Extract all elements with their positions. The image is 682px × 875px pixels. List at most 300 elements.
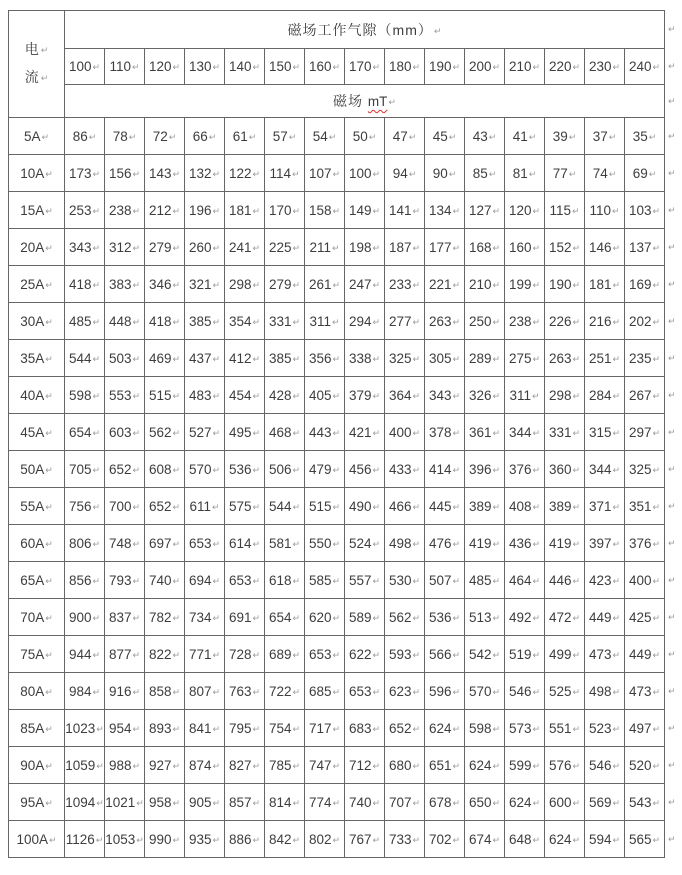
row-end-mark: ↵	[668, 611, 676, 622]
cell-end-mark: ↵	[612, 723, 621, 734]
field-value-cell	[65, 377, 105, 414]
cell-end-mark: ↵	[372, 760, 381, 771]
field-value-cell	[145, 488, 185, 525]
field-value-cell	[585, 377, 625, 414]
field-value-cell-text: 614	[228, 535, 252, 551]
current-cell	[9, 747, 65, 784]
field-value-cell	[65, 192, 105, 229]
field-value-cell-text: 905	[188, 794, 212, 810]
field-value-cell	[345, 414, 385, 451]
field-value-cell	[345, 747, 385, 784]
cell-end-mark: ↵	[528, 168, 537, 179]
field-value-cell	[105, 340, 145, 377]
cell-end-mark: ↵	[288, 131, 297, 142]
field-value-cell-text: 598	[68, 387, 92, 403]
cell-end-mark: ↵	[572, 575, 581, 586]
field-value-cell	[265, 525, 305, 562]
cell-end-mark: ↵	[45, 168, 53, 179]
cell-end-mark: ↵	[40, 45, 49, 55]
field-value-cell	[65, 747, 105, 784]
cell-end-mark: ↵	[492, 649, 501, 660]
cell-end-mark: ↵	[96, 723, 104, 734]
field-value-cell-text: 763	[228, 683, 252, 699]
field-value-cell	[545, 118, 585, 155]
cell-end-mark: ↵	[452, 686, 461, 697]
row-end-mark: ↵	[668, 833, 676, 844]
cell-end-mark: ↵	[372, 649, 381, 660]
field-value-cell-text: 593	[388, 646, 412, 662]
field-value-cell	[305, 451, 345, 488]
field-value-cell-text: 238	[108, 202, 132, 218]
field-value-cell	[185, 673, 225, 710]
cell-end-mark: ↵	[252, 797, 261, 808]
field-value-cell-text: 454	[228, 387, 252, 403]
gap-column-header-text: 100	[68, 59, 92, 74]
field-value-cell	[225, 155, 265, 192]
field-value-cell	[385, 303, 425, 340]
field-value-cell-text: 624	[508, 794, 532, 810]
cell-end-mark: ↵	[372, 279, 381, 290]
cell-end-mark: ↵	[652, 353, 661, 364]
cell-end-mark: ↵	[652, 62, 661, 72]
field-value-cell	[465, 710, 505, 747]
row-end-mark: ↵	[668, 24, 676, 34]
field-value-cell-text: 54	[312, 128, 328, 144]
field-value-cell-text: 396	[468, 461, 492, 477]
field-unit-header	[65, 85, 665, 118]
field-value-cell	[625, 673, 665, 710]
cell-end-mark: ↵	[652, 464, 661, 475]
cell-end-mark: ↵	[92, 501, 101, 512]
field-value-cell	[585, 229, 625, 266]
field-value-cell-text: 160	[508, 239, 532, 255]
current-cell	[9, 710, 65, 747]
field-value-cell	[545, 155, 585, 192]
field-value-cell	[505, 229, 545, 266]
field-value-cell-text: 289	[468, 350, 492, 366]
field-value-cell	[185, 303, 225, 340]
field-value-cell	[185, 118, 225, 155]
field-value-cell-text: 66	[192, 128, 208, 144]
cell-end-mark: ↵	[45, 723, 53, 734]
field-value-cell-text: 354	[228, 313, 252, 329]
field-value-cell-text: 225	[268, 239, 292, 255]
current-cell	[9, 155, 65, 192]
gap-column-header	[225, 49, 265, 85]
cell-end-mark: ↵	[292, 501, 301, 512]
gap-column-header-text: 130	[188, 59, 212, 74]
field-value-cell-text: 141	[388, 202, 412, 218]
field-value-cell-text: 503	[108, 350, 132, 366]
field-value-cell	[65, 414, 105, 451]
field-value-cell	[105, 599, 145, 636]
cell-end-mark: ↵	[611, 205, 620, 216]
field-value-cell	[305, 599, 345, 636]
cell-end-mark: ↵	[208, 131, 217, 142]
field-value-cell	[145, 710, 185, 747]
cell-end-mark: ↵	[452, 464, 461, 475]
cell-end-mark: ↵	[45, 649, 53, 660]
cell-end-mark: ↵	[88, 131, 97, 142]
cell-end-mark: ↵	[652, 279, 661, 290]
field-value-cell-text: 428	[268, 387, 292, 403]
field-value-cell	[625, 525, 665, 562]
cell-end-mark: ↵	[332, 464, 341, 475]
cell-end-mark: ↵	[92, 205, 101, 216]
current-cell-text: 15A	[20, 202, 45, 218]
field-value-cell-text: 740	[148, 572, 172, 588]
field-value-cell	[265, 673, 305, 710]
cell-end-mark: ↵	[212, 723, 221, 734]
cell-end-mark: ↵	[572, 834, 581, 845]
field-value-cell	[625, 377, 665, 414]
field-value-cell-text: 423	[588, 572, 612, 588]
field-value-cell	[265, 340, 305, 377]
field-value-cell-text: 623	[388, 683, 412, 699]
field-value-cell	[465, 488, 505, 525]
field-value-cell	[225, 414, 265, 451]
field-value-cell-text: 110	[589, 202, 611, 218]
cell-end-mark: ↵	[172, 723, 181, 734]
field-value-cell	[185, 525, 225, 562]
cell-end-mark: ↵	[252, 723, 261, 734]
field-value-cell	[225, 488, 265, 525]
field-value-cell	[225, 710, 265, 747]
cell-end-mark: ↵	[572, 723, 581, 734]
cell-end-mark: ↵	[45, 464, 53, 475]
current-cell	[9, 340, 65, 377]
field-value-cell-text: 771	[188, 646, 212, 662]
field-value-cell	[545, 562, 585, 599]
cell-end-mark: ↵	[45, 279, 53, 290]
field-value-cell-text: 437	[188, 350, 212, 366]
cell-end-mark: ↵	[372, 797, 381, 808]
cell-end-mark: ↵	[212, 168, 221, 179]
cell-end-mark: ↵	[492, 575, 501, 586]
field-value-cell	[185, 451, 225, 488]
cell-end-mark: ↵	[332, 612, 341, 623]
cell-end-mark: ↵	[372, 575, 381, 586]
field-value-cell	[385, 673, 425, 710]
field-value-cell	[505, 747, 545, 784]
field-value-cell	[305, 377, 345, 414]
field-value-cell-text: 479	[308, 461, 332, 477]
field-value-cell	[265, 562, 305, 599]
field-value-cell-text: 842	[268, 831, 292, 847]
field-value-cell	[545, 599, 585, 636]
field-value-cell-text: 546	[508, 683, 532, 699]
cell-end-mark: ↵	[412, 353, 421, 364]
cell-end-mark: ↵	[612, 464, 621, 475]
field-value-cell	[465, 784, 505, 821]
cell-end-mark: ↵	[532, 353, 541, 364]
field-value-cell-text: 958	[148, 794, 172, 810]
current-cell-text: 90A	[20, 757, 45, 773]
cell-end-mark: ↵	[532, 464, 541, 475]
field-value-cell	[225, 673, 265, 710]
field-value-cell	[505, 155, 545, 192]
cell-end-mark: ↵	[212, 834, 221, 845]
field-value-cell	[385, 488, 425, 525]
cell-end-mark: ↵	[372, 427, 381, 438]
field-value-cell	[305, 747, 345, 784]
table-row	[9, 155, 679, 192]
field-value-cell	[305, 673, 345, 710]
cell-end-mark: ↵	[608, 168, 617, 179]
current-cell-text: 5A	[23, 128, 41, 144]
field-value-cell	[625, 710, 665, 747]
field-unit-text: mT	[367, 94, 388, 109]
field-value-cell-text: 954	[108, 720, 132, 736]
cell-end-mark: ↵	[172, 168, 181, 179]
field-value-cell	[345, 155, 385, 192]
cell-end-mark: ↵	[492, 612, 501, 623]
field-value-cell-text: 581	[268, 535, 292, 551]
field-value-cell	[345, 118, 385, 155]
cell-end-mark: ↵	[332, 760, 341, 771]
cell-end-mark: ↵	[412, 797, 421, 808]
cell-end-mark: ↵	[448, 131, 457, 142]
field-value-cell	[105, 562, 145, 599]
field-value-cell-text: 795	[228, 720, 252, 736]
table-row	[9, 636, 679, 673]
cell-end-mark: ↵	[136, 797, 144, 808]
field-value-cell-text: 78	[112, 128, 128, 144]
field-value-cell	[105, 229, 145, 266]
field-value-cell-text: 275	[508, 350, 532, 366]
field-value-cell	[305, 784, 345, 821]
cell-end-mark: ↵	[452, 612, 461, 623]
field-value-cell-text: 376	[508, 461, 532, 477]
current-cell	[9, 488, 65, 525]
field-value-cell-text: 418	[148, 313, 172, 329]
field-value-cell-text: 421	[348, 424, 372, 440]
field-value-cell-text: 122	[228, 165, 252, 181]
cell-end-mark: ↵	[45, 316, 53, 327]
current-cell-text: 70A	[20, 609, 45, 625]
cell-end-mark: ↵	[252, 168, 261, 179]
field-value-cell-text: 544	[68, 350, 92, 366]
cell-end-mark: ↵	[132, 316, 141, 327]
row-end-mark: ↵	[668, 130, 676, 141]
field-value-cell-text: 41	[512, 128, 528, 144]
field-value-cell-text: 408	[508, 498, 532, 514]
field-value-cell-text: 624	[468, 757, 492, 773]
field-value-cell-text: 734	[188, 609, 212, 625]
field-value-cell	[385, 192, 425, 229]
cell-end-mark: ↵	[292, 834, 301, 845]
cell-end-mark: ↵	[252, 649, 261, 660]
cell-end-mark: ↵	[212, 612, 221, 623]
cell-end-mark: ↵	[412, 686, 421, 697]
cell-end-mark: ↵	[612, 279, 621, 290]
field-value-cell-text: 344	[508, 424, 532, 440]
field-value-cell	[265, 747, 305, 784]
field-value-cell-text: 927	[148, 757, 172, 773]
cell-end-mark: ↵	[252, 760, 261, 771]
gap-column-header	[185, 49, 225, 85]
table-row	[9, 673, 679, 710]
row-end-mark: ↵	[668, 426, 676, 437]
field-value-cell	[545, 266, 585, 303]
row-end-mark: ↵	[668, 685, 676, 696]
cell-end-mark: ↵	[252, 686, 261, 697]
cell-end-mark: ↵	[132, 649, 141, 660]
field-value-cell-text: 473	[588, 646, 612, 662]
field-value-cell-text: 226	[548, 313, 572, 329]
field-value-cell-text: 414	[428, 461, 452, 477]
cell-end-mark: ↵	[572, 501, 581, 512]
field-value-cell-text: 37	[592, 128, 608, 144]
field-value-cell-text: 311	[509, 387, 531, 403]
cell-end-mark: ↵	[252, 464, 261, 475]
gap-column-header	[65, 49, 105, 85]
field-value-cell	[225, 229, 265, 266]
field-value-cell	[65, 451, 105, 488]
field-value-cell	[345, 562, 385, 599]
field-value-cell-text: 364	[388, 387, 412, 403]
cell-end-mark: ↵	[45, 612, 53, 623]
gap-column-header-text: 150	[268, 59, 292, 74]
field-value-cell-text: 85	[472, 165, 488, 181]
field-value-cell-text: 785	[268, 757, 292, 773]
cell-end-mark: ↵	[212, 316, 221, 327]
field-unit-prefix: 磁场	[333, 93, 368, 109]
field-value-cell	[345, 599, 385, 636]
field-value-cell-text: 589	[348, 609, 372, 625]
field-value-cell	[145, 414, 185, 451]
cell-end-mark: ↵	[572, 242, 581, 253]
cell-end-mark: ↵	[572, 427, 581, 438]
field-value-cell	[545, 710, 585, 747]
field-value-cell	[225, 266, 265, 303]
field-value-cell	[385, 266, 425, 303]
field-value-cell	[545, 340, 585, 377]
field-value-cell-text: 600	[548, 794, 572, 810]
field-value-cell	[305, 118, 345, 155]
field-value-cell	[545, 525, 585, 562]
field-value-cell	[105, 673, 145, 710]
field-value-cell	[145, 451, 185, 488]
field-value-cell	[425, 229, 465, 266]
cell-end-mark: ↵	[492, 242, 501, 253]
row-end-mark: ↵	[668, 241, 676, 252]
field-value-cell-text: 492	[508, 609, 532, 625]
cell-end-mark: ↵	[212, 760, 221, 771]
cell-end-mark: ↵	[172, 501, 181, 512]
field-value-cell	[105, 303, 145, 340]
field-value-cell-text: 685	[308, 683, 332, 699]
field-value-cell	[625, 451, 665, 488]
field-value-cell-text: 944	[68, 646, 92, 662]
current-cell	[9, 229, 65, 266]
table-row	[9, 747, 679, 784]
cell-end-mark: ↵	[92, 62, 101, 72]
gap-column-header-text: 220	[548, 59, 572, 74]
cell-end-mark: ↵	[532, 427, 541, 438]
field-value-cell	[385, 525, 425, 562]
cell-end-mark: ↵	[452, 62, 461, 72]
field-value-cell	[585, 821, 625, 858]
field-value-cell	[545, 414, 585, 451]
cell-end-mark: ↵	[608, 131, 617, 142]
cell-end-mark: ↵	[332, 205, 341, 216]
cell-end-mark: ↵	[412, 538, 421, 549]
field-value-cell-text: 576	[548, 757, 572, 773]
cell-end-mark: ↵	[412, 62, 421, 72]
field-value-cell-text: 449	[628, 646, 652, 662]
cell-end-mark: ↵	[45, 686, 53, 697]
current-cell	[9, 118, 65, 155]
cell-end-mark: ↵	[492, 464, 501, 475]
field-value-cell-text: 346	[148, 276, 172, 292]
cell-end-mark: ↵	[92, 649, 101, 660]
field-value-cell	[65, 340, 105, 377]
cell-end-mark: ↵	[92, 390, 101, 401]
field-value-cell	[585, 414, 625, 451]
field-value-cell	[305, 155, 345, 192]
field-value-cell	[505, 192, 545, 229]
field-value-cell	[65, 155, 105, 192]
field-value-cell	[105, 784, 145, 821]
cell-end-mark: ↵	[45, 242, 53, 253]
field-value-cell-text: 782	[148, 609, 172, 625]
field-value-cell-text: 550	[308, 535, 332, 551]
field-value-cell-text: 573	[508, 720, 532, 736]
cell-end-mark: ↵	[252, 316, 261, 327]
field-value-cell-text: 181	[588, 276, 612, 292]
field-value-cell	[385, 747, 425, 784]
cell-end-mark: ↵	[492, 62, 501, 72]
field-value-cell-text: 251	[588, 350, 612, 366]
field-value-cell-text: 877	[108, 646, 132, 662]
field-value-cell	[145, 747, 185, 784]
field-value-cell-text: 385	[268, 350, 292, 366]
field-value-cell-text: 544	[268, 498, 292, 514]
field-value-cell-text: 61	[232, 128, 248, 144]
field-value-cell	[105, 266, 145, 303]
cell-end-mark: ↵	[136, 834, 144, 845]
current-cell-text: 35A	[20, 350, 45, 366]
field-value-cell-text: 620	[308, 609, 332, 625]
cell-end-mark: ↵	[372, 316, 381, 327]
cell-end-mark: ↵	[652, 723, 661, 734]
cell-end-mark: ↵	[532, 242, 541, 253]
cell-end-mark: ↵	[252, 205, 261, 216]
row-end-mark: ↵	[668, 574, 676, 585]
field-value-cell	[425, 710, 465, 747]
field-value-cell	[225, 562, 265, 599]
field-value-cell-text: 241	[228, 239, 252, 255]
field-value-cell	[625, 229, 665, 266]
field-value-cell	[465, 451, 505, 488]
field-value-cell	[625, 821, 665, 858]
cell-end-mark: ↵	[132, 279, 141, 290]
cell-end-mark: ↵	[452, 242, 461, 253]
field-value-cell-text: 400	[628, 572, 652, 588]
field-value-cell-text: 235	[628, 350, 652, 366]
field-value-cell-text: 343	[68, 239, 92, 255]
field-value-cell	[505, 340, 545, 377]
cell-end-mark: ↵	[132, 538, 141, 549]
field-value-cell-text: 445	[428, 498, 452, 514]
field-value-cell-text: 542	[468, 646, 492, 662]
field-value-cell	[385, 599, 425, 636]
current-cell	[9, 562, 65, 599]
field-value-cell-text: 389	[548, 498, 572, 514]
cell-end-mark: ↵	[492, 723, 501, 734]
current-cell	[9, 266, 65, 303]
